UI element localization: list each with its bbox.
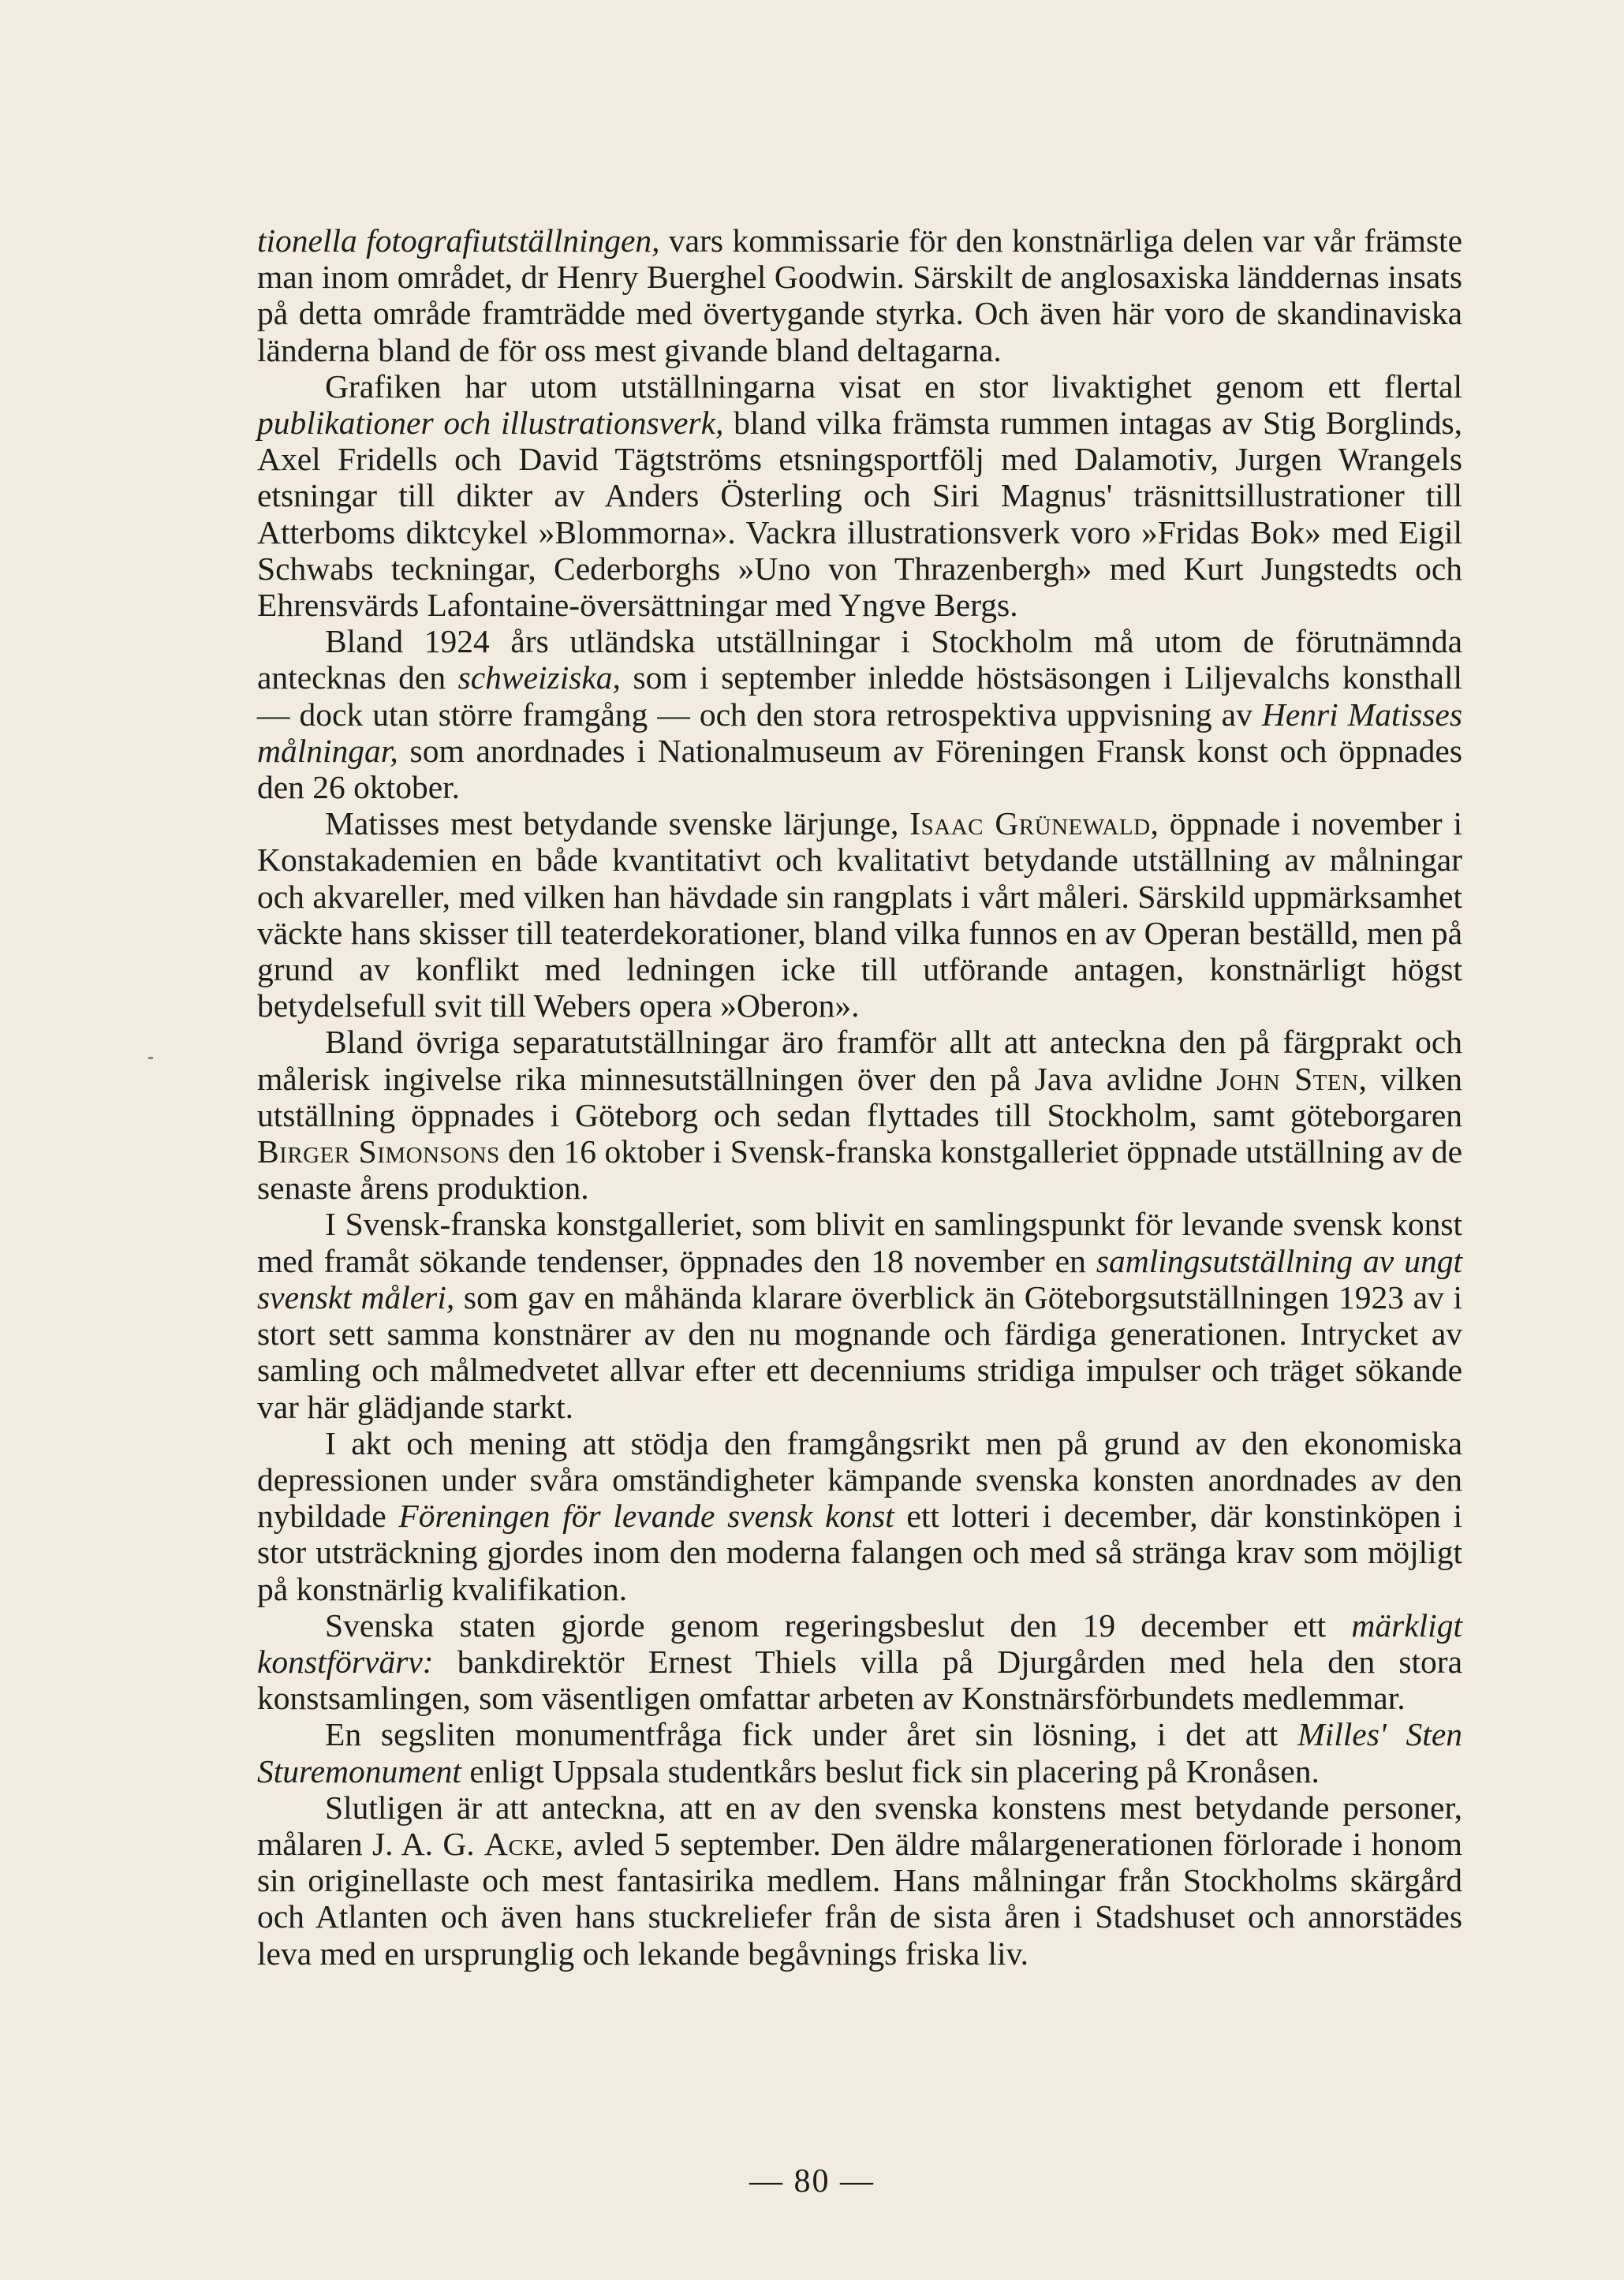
text-run: , avled 5 september. Den äldre målargenerationen förlorade i honom sin originellaste och mest fantasirika medlem. Hans målningar från Stockholms skärgård och Atlanten och även hans stuckreliefer från de sista åren i Stadshuset och annorstädes leva med en ursprunglig och lekande begåvnings friska liv. — [257, 1825, 1462, 1972]
italic-phrase: Föreningen för levande svensk konst — [398, 1498, 894, 1535]
paragraph — [257, 368, 1462, 623]
text-run: bankdirektör Ernest Thiels villa på Djurgården med hela den stora konstsamlingen, som väsentligen omfattar arbeten av Konstnärsförbundets medlemmar. — [257, 1643, 1462, 1717]
paragraph — [257, 623, 1462, 805]
person-name: Acke — [484, 1825, 556, 1862]
text-run: , öppnade i november i Konstakademien en både kvantitativt och kvalitativt betydande utställning av målningar och akvareller, med vilken han hävdade sin rangplats i vårt måleri. Särskild uppmärksamhet väckte hans skisser till teaterdekorationer, bland vilka funnos en av Operan beställd, men på grund av konflikt med ledningen icke till utförande antagen, konstnärligt högst betydelsefull svit till Webers opera »Oberon». — [257, 805, 1463, 1024]
text-run: , vilken utställning öppnades i Göteborg och sedan flyttades till Stockholm, samt göteborgaren — [257, 1060, 1462, 1133]
text-run: som anordnades i Nationalmuseum av Föreningen Fransk konst och öppnades den 26 oktober. — [257, 732, 1462, 806]
text-run: vars kommissarie för den konstnärliga delen var vår främste man inom området, dr Henry Buerghel Goodwin. Särskilt de anglosaxiska länddernas insats på detta område framträdde med övertygande styrka. Och även här voro de skandinaviska länderna bland de för oss mest givande bland deltagarna. — [257, 222, 1462, 368]
text-run: Slutligen är att anteckna, att en av den svenska konstens mest betydande personer, målaren J. A. G. — [257, 1789, 1462, 1862]
italic-phrase: publikationer och illustrationsverk, — [257, 405, 724, 442]
paragraph — [257, 1789, 1462, 1972]
text-run: enligt Uppsala studentkårs beslut fick sin placering på Kronåsen. — [461, 1752, 1320, 1789]
italic-phrase: schweiziska, — [457, 659, 621, 696]
paragraph — [257, 1206, 1462, 1424]
text-run: Bland 1924 års utländska utställningar i Stockholm må utom de förutnämnda antecknas den — [257, 623, 1462, 696]
text-run: Matisses mest betydande svenske lärjunge, — [325, 805, 910, 842]
text-run: Bland övriga separatutställningar äro framför allt att anteckna den på färgprakt och målerisk ingivelse rika minnesutställningen över den på Java avlidne — [257, 1024, 1462, 1097]
text-run: som i september inledde höstsäsongen i Liljevalchs konsthall — dock utan större framgång — och den stora retrospektiva uppvisning av — [257, 659, 1463, 733]
paragraph — [257, 222, 1462, 368]
italic-phrase: samlingsutställning av ungt svenskt måleri, — [257, 1242, 1462, 1315]
paragraph — [257, 1716, 1462, 1789]
paragraph — [257, 805, 1462, 1024]
text-run: I akt och mening att stödja den framgångsrikt men på grund av den ekonomiska depressionen under svåra omständigheter kämpande svenska konsten anordnades av den nybildade — [257, 1424, 1462, 1535]
text-run: som gav en måhända klarare överblick än Göteborgsutställningen 1923 av i stort sett samma konstnärer av den nu mognande och färdiga generationen. Intrycket av samling och målmedvetet allvar efter ett decenniums stridiga impulser och träget sökande var här glädjande starkt. — [257, 1278, 1462, 1425]
italic-phrase: Henri Matisses målningar, — [257, 696, 1462, 769]
text-run: En segsliten monumentfråga fick under året sin lösning, i det att — [325, 1716, 1298, 1753]
page-number: — 80 — — [749, 2163, 875, 2200]
paragraph — [257, 1024, 1462, 1206]
text-run: Grafiken har utom utställningarna visat en stor livaktighet genom ett flertal — [325, 368, 1462, 405]
person-name: Birger Simonsons — [257, 1133, 500, 1170]
person-name: John Sten — [1216, 1060, 1359, 1097]
paragraph — [257, 1425, 1462, 1607]
text-run: Svenska staten gjorde genom regeringsbeslut den 19 december ett — [325, 1606, 1352, 1644]
italic-phrase: tionella fotografiutställningen, — [257, 222, 660, 259]
text-run: den 16 oktober i Svensk-franska konstgalleriet öppnade utställning av de senaste årens produktion. — [257, 1133, 1462, 1207]
italic-phrase: märkligt konstförvärv: — [257, 1606, 1462, 1680]
text-run: ett lotteri i december, där konstinköpen i stor utsträckning gjordes inom den moderna falangen och med så stränga krav som möjligt på konstnärlig kvalifikation. — [257, 1498, 1462, 1607]
text-run: bland vilka främsta rummen intagas av Stig Borglinds, Axel Fridells och David Tägtströms etsningsportfölj med Dalamotiv, Jurgen Wrangels etsningar till dikter av Anders Österling och Siri Magnus' träsnittsillustrationer till Atterboms diktcykel »Blommorna». Vackra illustrationsverk voro »Fridas Bok» med Eigil Schwabs teckningar, Cederborghs »Uno von Thrazenbergh» med Kurt Jungstedts och Ehrensvärds Lafontaine-översättningar med Yngve Bergs. — [257, 405, 1462, 624]
paragraph — [257, 1607, 1462, 1717]
italic-phrase: Milles' Sten Sturemonument — [257, 1716, 1462, 1789]
person-name: Isaac Grünewald — [909, 805, 1151, 842]
page-body — [257, 222, 1462, 1972]
text-run: I Svensk-franska konstgalleriet, som blivit en samlingspunkt för levande svensk konst med framåt sökande tendenser, öppnades den 18 november en — [257, 1206, 1462, 1279]
margin-mark — [148, 1057, 153, 1059]
